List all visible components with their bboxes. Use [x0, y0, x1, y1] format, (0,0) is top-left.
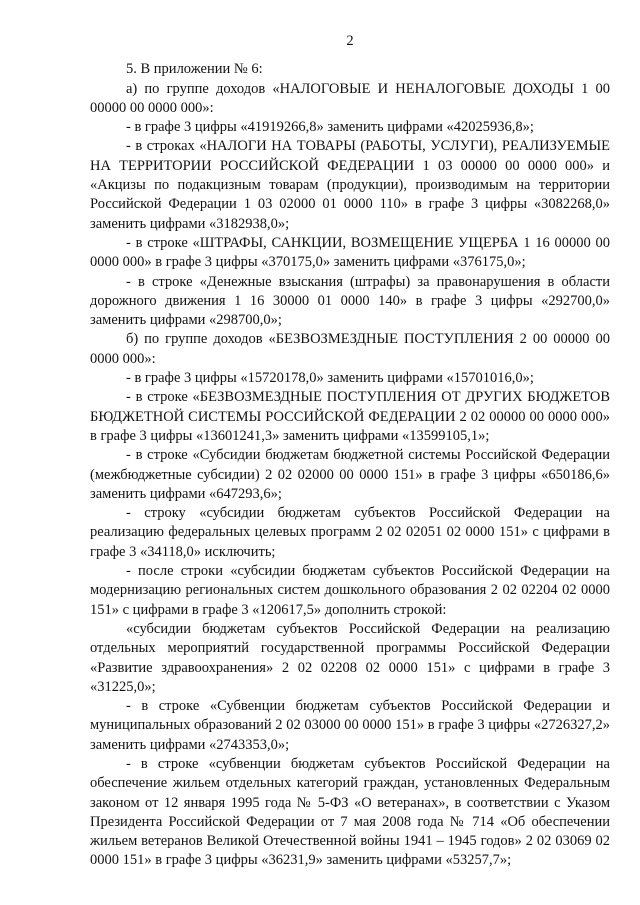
paragraph-11: - после строки «субсидии бюджетам субъектов Российской Федерации на модернизацию региональных систем дошкольного образования 2 02 02204 02 0000 151» с цифрами в графе 3 «120617,5» дополнить строкой: — [90, 563, 610, 618]
paragraph-12: «субсидии бюджетам субъектов Российской Федерации на реализацию отдельных мероприятий государственной программы Российской Федерации «Развитие здравоохранения» 2 02 02208 02 0000 151» с цифрами в графе 3 «31225,0»; — [90, 620, 610, 695]
paragraph-4: - в строке «ШТРАФЫ, САНКЦИИ, ВОЗМЕЩЕНИЕ УЩЕРБА 1 16 00000 00 0000 000» в графе 3 цифры «370175,0» заменить цифрами «376175,0»; — [90, 234, 610, 271]
page-number: 2 — [346, 33, 354, 49]
paragraph-7: - в графе 3 цифры «15720178,0» заменить цифрами «15701016,0»; — [126, 370, 534, 387]
document-page — [90, 32, 610, 871]
paragraph-8: - в строке «БЕЗВОЗМЕЗДНЫЕ ПОСТУПЛЕНИЯ ОТ ДРУГИХ БЮДЖЕТОВ БЮДЖЕТНОЙ СИСТЕМЫ РОССИЙСКОЙ ФЕДЕРАЦИИ 2 02 00000 00 0000 000» в графе 3 цифры «13601241,3» заменить цифрами «13599105,1»; — [90, 389, 610, 444]
paragraph-5: - в строке «Денежные взыскания (штрафы) за правонарушения в области дорожного движения 1 16 30000 01 0000 140» в графе 3 цифры «292700,0» заменить цифрами «298700,0»; — [90, 273, 610, 329]
paragraph-0: 5. В приложении № 6: — [126, 61, 263, 78]
paragraph-14: - в строке «субвенции бюджетам субъектов Российской Федерации на обеспечение жильем отдельных категорий граждан, установленных Федеральным законом от 12 января 1995 года № 5-ФЗ «О ветеранах», в соответствии с Указом Президента Российской Федерации от 7 мая 2008 года № 714 «Об обеспечении жильем ветеранов Великой Отечественной войны 1941 – 1945 годов» 2 02 03069 02 0000 151» в графе 3 цифры «36231,9» заменить цифрами «53257,7»; — [90, 755, 610, 869]
paragraph-6: б) по группе доходов «БЕЗВОЗМЕЗДНЫЕ ПОСТУПЛЕНИЯ 2 00 00000 00 0000 000»: — [90, 331, 610, 367]
paragraph-9: - в строке «Субсидии бюджетам бюджетной системы Российской Федерации (межбюджетные субсидии) 2 02 02000 00 0000 151» в графе 3 цифры «650186,6» заменить цифрами «647293,6»; — [90, 447, 610, 502]
paragraph-1: а) по группе доходов «НАЛОГОВЫЕ И НЕНАЛОГОВЫЕ ДОХОДЫ 1 00 00000 00 0000 000»: — [90, 80, 610, 116]
paragraph-3: - в строках «НАЛОГИ НА ТОВАРЫ (РАБОТЫ, УСЛУГИ), РЕАЛИЗУЕМЫЕ НА ТЕРРИТОРИИ РОССИЙСКОЙ ФЕДЕРАЦИИ 1 03 00000 00 0000 000» и «Акцизы по подакцизным товарам (продукции), производимым на территории Российской Федерации 1 03 02000 01 0000 110» в графе 3 цифры «3082268,0» заменить цифрами «3182938,0»; — [90, 138, 610, 232]
paragraph-10: - строку «субсидии бюджетам субъектов Российской Федерации на реализацию федеральных целевых программ 2 02 02051 02 0000 151» с цифрами в графе 3 «34118,0» исключить; — [90, 505, 610, 560]
paragraph-13: - в строке «Субвенции бюджетам субъектов Российской Федерации и муниципальных образований 2 02 03000 00 0000 151» в графе 3 цифры «2726327,2» заменить цифрами «2743353,0»; — [90, 698, 610, 753]
paragraph-2: - в графе 3 цифры «41919266,8» заменить цифрами «42025936,8»; — [126, 119, 534, 136]
